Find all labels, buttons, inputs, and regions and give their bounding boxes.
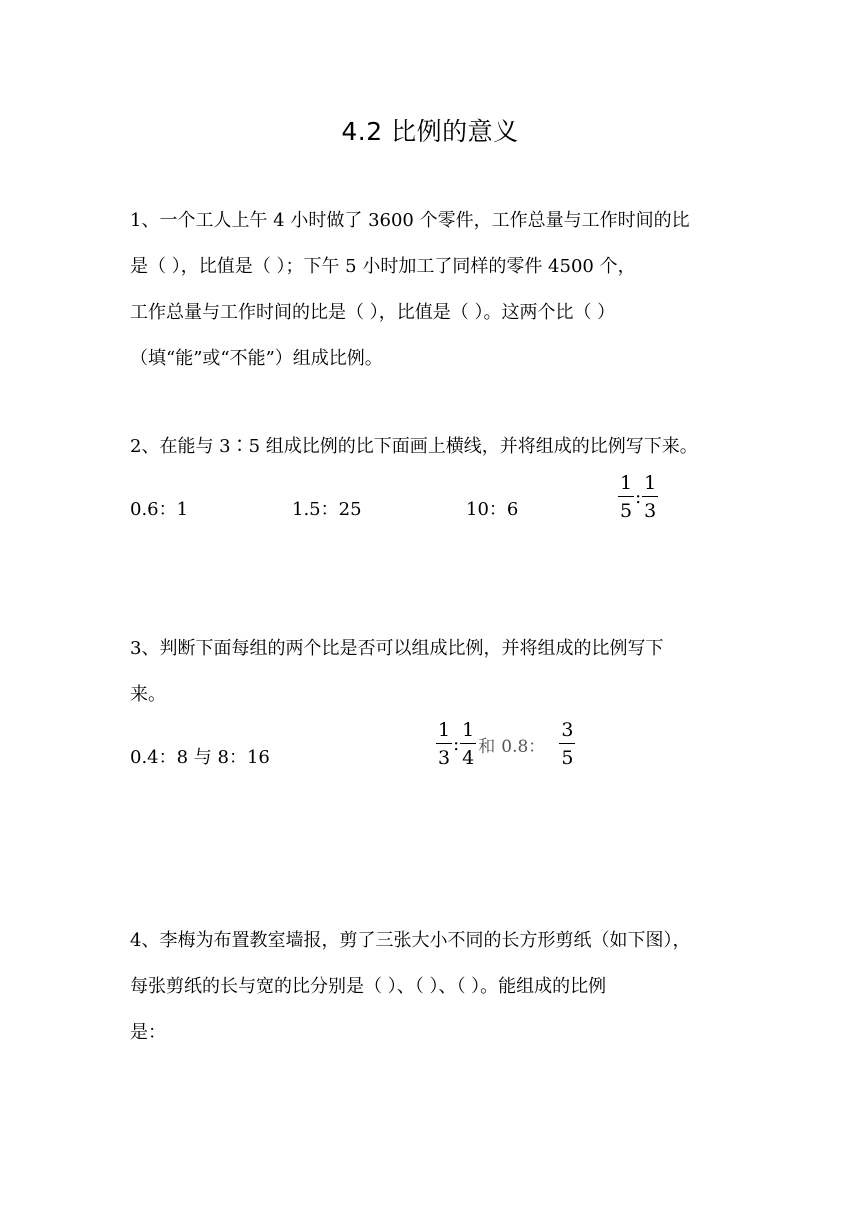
ratio-colon: : xyxy=(453,734,460,755)
numerator: 3 xyxy=(559,721,575,744)
fraction-1-4 xyxy=(460,721,476,768)
fraction-1-3 xyxy=(642,474,658,521)
fraction-1-3 xyxy=(436,721,452,768)
q3-pair-1: 0.4：8 与 8：16 xyxy=(130,747,270,768)
q2-ratio-1: 0.6：1 xyxy=(130,499,189,520)
denominator: 3 xyxy=(438,747,451,769)
q4-line-3: 是： xyxy=(130,1022,166,1043)
q2-ratio-2: 1.5：25 xyxy=(292,499,362,520)
q1-line-4: （填“能”或“不能”）组成比例。 xyxy=(130,348,383,369)
numerator: 1 xyxy=(436,721,452,744)
q4-line-2: 每张剪纸的长与宽的比分别是（ ）、（ ）、（ ）。能组成的比例 xyxy=(130,976,607,997)
denominator: 3 xyxy=(644,500,657,522)
q4-line-1: 4、李梅为布置教室墙报，剪了三张大小不同的长方形剪纸（如下图）， xyxy=(130,930,691,951)
q2-line-1: 2、在能与 3∶5 组成比例的比下面画上横线，并将组成的比例写下来。 xyxy=(130,436,698,457)
q3-line-1: 3、判断下面每组的两个比是否可以组成比例，并将组成的比例写下 xyxy=(130,638,664,659)
numerator: 1 xyxy=(642,474,658,497)
q3-line-2: 来。 xyxy=(130,684,166,705)
denominator: 5 xyxy=(620,500,633,522)
decimal-term: 0.8： xyxy=(501,737,546,757)
q1-line-3: 工作总量与工作时间的比是（ ），比值是（ ）。这两个比（ ） xyxy=(130,302,616,323)
denominator: 5 xyxy=(561,747,574,769)
numerator: 1 xyxy=(460,721,476,744)
numerator: 1 xyxy=(618,474,634,497)
q1-line-1: 1、一个工人上午 4 小时做了 3600 个零件，工作总量与工作时间的比 xyxy=(130,210,690,231)
fraction-1-5 xyxy=(618,474,634,521)
denominator: 4 xyxy=(462,747,475,769)
q3-pair-2 xyxy=(436,721,575,768)
and-word: 和 xyxy=(478,737,496,757)
q2-ratio-3: 10：6 xyxy=(466,499,519,520)
q1-line-2: 是（ ），比值是（ ）；下午 5 小时加工了同样的零件 4500 个， xyxy=(130,256,636,277)
page-title: 4.2 比例的意义 xyxy=(341,117,519,146)
ratio-colon: : xyxy=(635,487,642,508)
q2-fraction-ratio xyxy=(618,474,658,521)
fraction-3-5 xyxy=(559,721,575,768)
